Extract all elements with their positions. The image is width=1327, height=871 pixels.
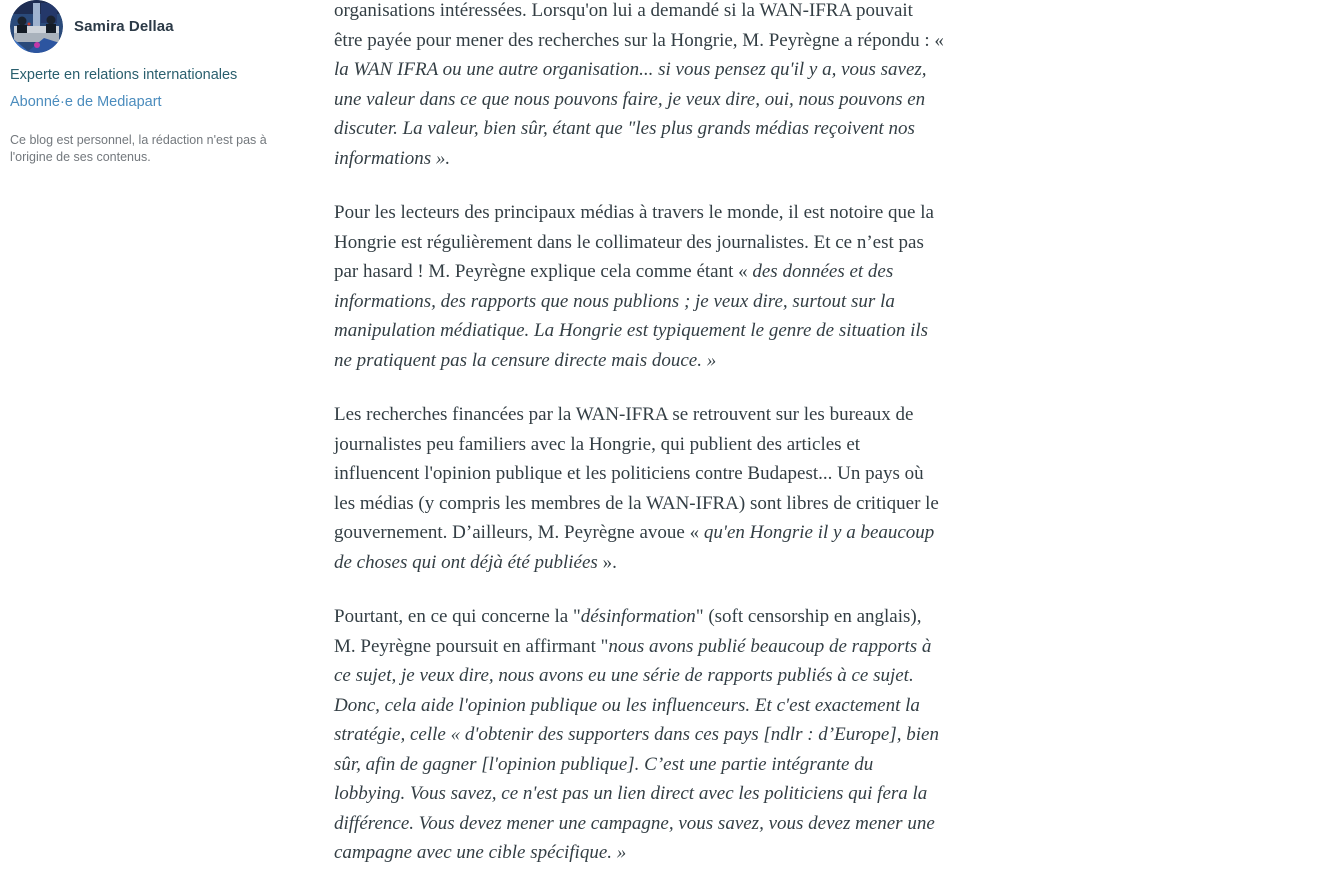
- body-text: " (soft censorship en anglais), M. Peyrègne poursuit en affirmant ": [334, 606, 922, 657]
- author-sidebar: [10, 0, 310, 166]
- quote-text: désinformation: [580, 606, 696, 627]
- article-body: [334, 0, 946, 871]
- article-paragraph: [334, 198, 946, 375]
- subscriber-link[interactable]: Abonné·e de Mediapart: [10, 94, 162, 110]
- body-text: Pour les lecteurs des principaux médias à travers le monde, il est notoire que la Hongrie est régulièrement dans le collimateur des journalistes. Et ce n’est pas par hasard ! M. Peyrègne explique cela comme étant «: [334, 202, 934, 282]
- body-text: Les recherches financées par la WAN-IFRA se retrouvent sur les bureaux de journalistes peu familiers avec la Hongrie, qui publient des articles et influencent l'opinion publique et les politiciens contre Budapest... Un pays où les médias (y compris les membres de la WAN-IFRA) sont libres de critiquer le gouvernement. D’ailleurs, M. Peyrègne avoue «: [334, 404, 939, 543]
- body-text: ».: [597, 551, 617, 573]
- quote-text: des données et des informations, des rapports que nous publions ; je veux dire, surtout sur la manipulation médiatique. La Hongrie est typiquement le genre de situation ils ne pratiquent pas la censure directe mais douce. »: [334, 261, 929, 371]
- article-paragraph: [334, 400, 946, 577]
- author-name[interactable]: Samira Dellaa: [74, 18, 174, 35]
- body-text: organisations intéressées. Lorsqu'on lui a demandé si la WAN-IFRA pouvait être payée pour mener des recherches sur la Hongrie, M. Peyrègne a répondu : «: [334, 0, 944, 51]
- tv-studio-photo-icon: [10, 0, 63, 53]
- author-header: [10, 0, 310, 53]
- author-avatar[interactable]: [10, 0, 63, 53]
- blog-disclaimer: Ce blog est personnel, la rédaction n'est pas à l'origine de ses contenus.: [10, 133, 267, 164]
- author-role: Experte en relations internationales: [10, 67, 238, 83]
- article-paragraph: [334, 0, 946, 173]
- body-text: Pourtant, en ce qui concerne la ": [334, 606, 581, 627]
- quote-text: la WAN IFRA ou une autre organisation... si vous pensez qu'il y a, vous savez, une valeur dans ce que nous pouvons faire, je veux dire, oui, nous pouvons en discuter. La valeur, bien sûr, étant que "les plus grands médias reçoivent nos informations ».: [334, 59, 927, 169]
- quote-text: qu'en Hongrie il y a beaucoup de choses qui ont déjà été publiées: [334, 522, 935, 573]
- quote-text: nous avons publié beaucoup de rapports à ce sujet, je veux dire, nous avons eu une série de rapports publiés à ce sujet. Donc, cela aide l'opinion publique ou les influenceurs. Et c'est exactement la stratégie, celle « d'obtenir des supporters dans ces pays [ndlr : d’Europe], bien sûr, afin de gagner [l'opinion publique]. C’est une partie intégrante du lobbying. Vous savez, ce n'est pas un lien direct avec les politiciens qui fera la différence. Vous devez mener une campagne, vous savez, vous devez mener une campagne avec une cible spécifique. »: [334, 635, 939, 863]
- article-paragraph: [334, 602, 946, 868]
